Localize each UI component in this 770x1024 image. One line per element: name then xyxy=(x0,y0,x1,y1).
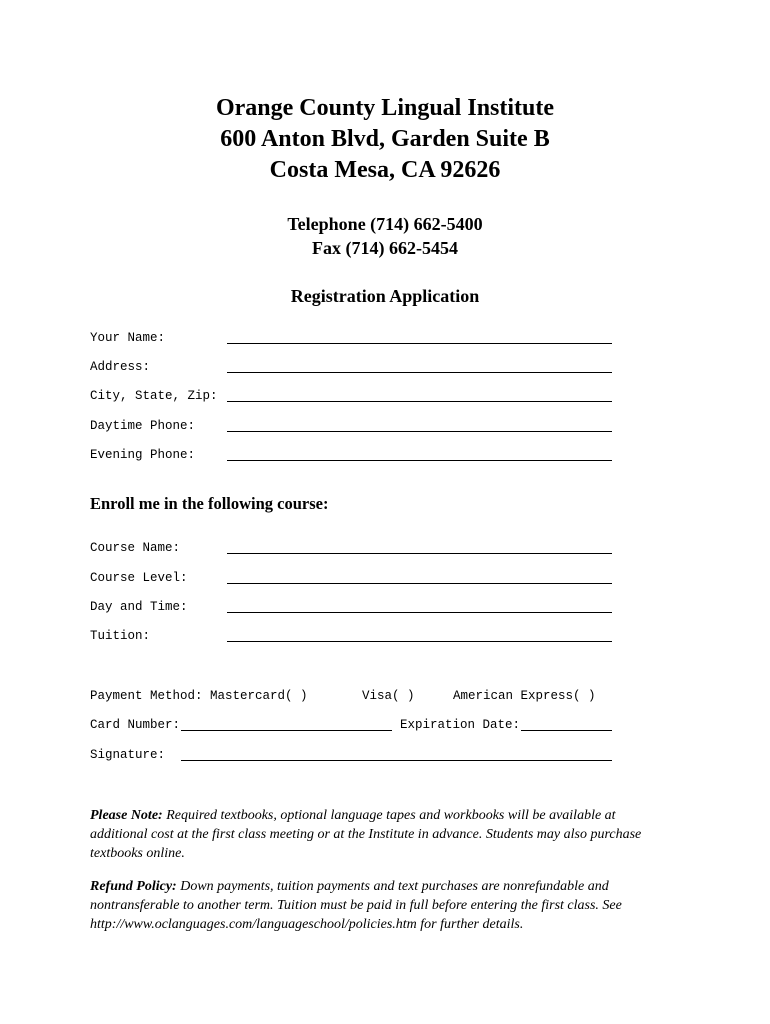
expiration-date-label: Expiration Date: xyxy=(400,718,521,732)
daytime-phone-field[interactable] xyxy=(227,431,612,432)
institute-name: Orange County Lingual Institute xyxy=(215,95,555,121)
telephone: Telephone (714) 662-5400 xyxy=(287,214,483,234)
please-note-text: Required textbooks, optional language tapes and workbooks will be available at additional cost at the first class meeting or at the Institute in advance. Students may also purchase textbooks online. xyxy=(90,808,642,861)
course-level-label: Course Level: xyxy=(90,571,188,585)
tuition-field[interactable] xyxy=(227,641,612,642)
amex-option[interactable]: American Express( ) xyxy=(453,689,596,703)
card-number-label: Card Number: xyxy=(90,718,181,732)
course-level-field[interactable] xyxy=(227,583,612,584)
institute-address: 600 Anton Blvd, Garden Suite B xyxy=(220,126,550,152)
refund-policy-paragraph xyxy=(90,877,670,934)
card-number-field[interactable] xyxy=(181,730,392,731)
expiration-date-field[interactable] xyxy=(521,730,612,731)
evening-phone-label: Evening Phone: xyxy=(90,448,196,462)
form-title: Registration Application xyxy=(290,286,480,306)
evening-phone-field[interactable] xyxy=(227,460,612,461)
please-note-paragraph xyxy=(90,806,670,863)
fax: Fax (714) 662-5454 xyxy=(312,238,458,258)
name-field[interactable] xyxy=(227,343,612,344)
visa-option[interactable]: Visa( ) xyxy=(362,689,415,703)
city-state-zip-field[interactable] xyxy=(227,401,612,402)
please-note-label: Please Note: xyxy=(90,808,163,823)
signature-label: Signature: xyxy=(90,748,166,762)
name-label: Your Name: xyxy=(90,331,166,345)
refund-policy-text: Down payments, tuition payments and text purchases are nonrefundable and nontransferable to another term. Tuition must be paid in full before entering the first class. See http://www.oclanguages.com/languageschool/policies.htm for further details. xyxy=(90,879,622,932)
institute-city: Costa Mesa, CA 92626 xyxy=(269,157,501,183)
address-label: Address: xyxy=(90,360,151,374)
payment-method-label: Payment Method: xyxy=(90,689,203,703)
daytime-phone-label: Daytime Phone: xyxy=(90,419,196,433)
course-name-label: Course Name: xyxy=(90,541,181,555)
signature-field[interactable] xyxy=(181,760,612,761)
course-heading: Enroll me in the following course: xyxy=(90,494,329,513)
course-name-field[interactable] xyxy=(227,553,612,554)
day-time-field[interactable] xyxy=(227,612,612,613)
city-state-zip-label: City, State, Zip: xyxy=(90,389,218,403)
address-field[interactable] xyxy=(227,372,612,373)
mastercard-option[interactable]: Mastercard( ) xyxy=(210,689,308,703)
refund-policy-label: Refund Policy: xyxy=(90,879,177,894)
tuition-label: Tuition: xyxy=(90,629,151,643)
day-time-label: Day and Time: xyxy=(90,600,188,614)
